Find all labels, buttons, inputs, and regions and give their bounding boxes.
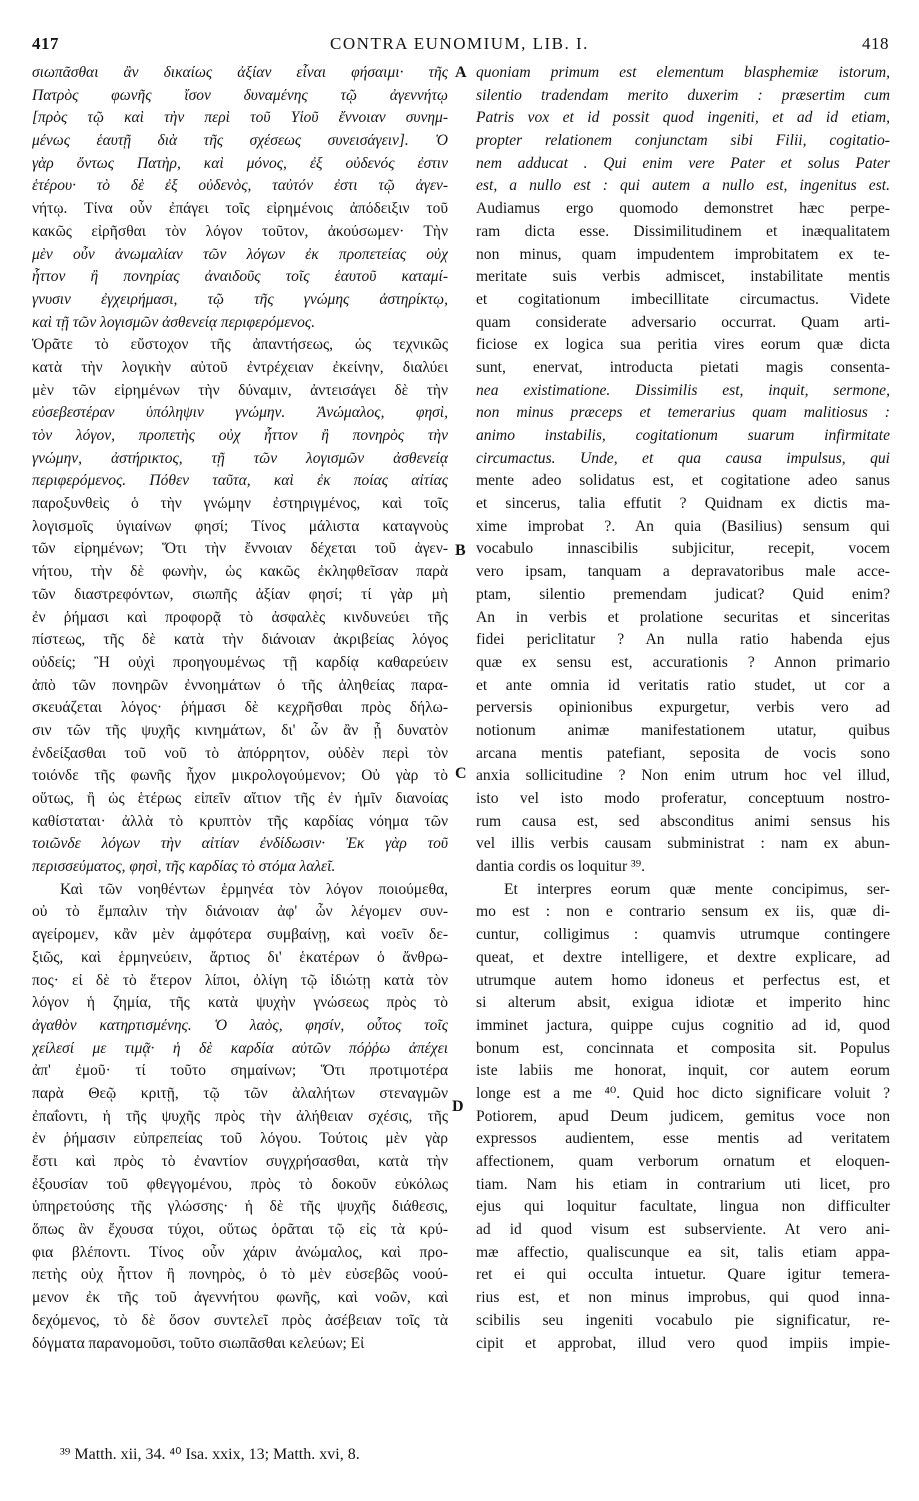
greek-column xyxy=(32,62,448,1355)
latin-text-line: isto vel isto modo proferatur, conceptuum nostro- xyxy=(476,790,890,807)
latin-text-line: queat, et dextre intelligere, et dextre explicare, ad xyxy=(476,948,890,966)
greek-text-line: νήτῳ. Τίνα οὖν ἐπάγει τοῖς εἰρημένοις ἀπόδειξιν τοῦ xyxy=(32,200,448,218)
latin-text-line: longe est a me ⁴⁰. Quid hoc dicto significare voluit ? xyxy=(476,1084,890,1102)
section-marker-a: A xyxy=(455,64,467,81)
latin-text-line: silentio tradendam merito duxerim : præsertim cum xyxy=(476,86,890,104)
latin-text-line: circumactus. Unde, et qua causa impulsus, qui xyxy=(476,449,890,467)
greek-text-line: πίστεως, τῆς δὲ κατὰ τὴν διάνοιαν ἀκριβείας λόγος xyxy=(32,631,448,649)
latin-text-line: expressos audientem, esse mentis ad veritatem xyxy=(476,1130,890,1148)
latin-text-line: meritate suis verbis admiscet, instabilitate mentis xyxy=(476,268,890,286)
greek-text-line: γνυσιν ἐγχειρήμασι, τῷ τῆς γνώμης ἀστηρίκτῳ, xyxy=(32,290,448,308)
latin-text-line: rius est, et non minus improbus, qui quod inna- xyxy=(476,1289,890,1307)
latin-text-line: ad id quod visum est subserviente. At vero ani- xyxy=(476,1221,890,1239)
greek-text-line: τῶν εἰρημένων; Ὅτι τὴν ἔννοιαν δέχεται τοῦ ἀγεν- xyxy=(32,540,448,558)
greek-text-line: σκευάζεται λόγος· ῥήμασι δὲ κεχρῆσθαι πρὸς δήλω- xyxy=(32,699,448,717)
greek-text-line: τοιῶνδε λόγων τὴν αἰτίαν ἐνδίδωσιν· Ἐκ γὰρ τοῦ xyxy=(32,835,448,853)
latin-text-line: ret ei qui occulta intuetur. Quare igitur temera- xyxy=(476,1266,890,1284)
greek-text-line: μένως ἑαυτῇ διὰ τῆς σχέσεως συνεισάγειν]. Ὁ xyxy=(32,132,448,150)
greek-text-line: ἐξουσίαν τοῦ φθεγγομένου, πρὸς τὸ δοκοῦν εὐκόλως xyxy=(32,1175,448,1193)
latin-text-line: fidei periclitatur ? An nulla ratio habenda ejus xyxy=(476,631,890,649)
latin-text-line: notionum animæ manifestationem utatur, quibus xyxy=(476,721,890,739)
latin-text-line: et sincerus, talia effutit ? Quidnam ex dictis ma- xyxy=(476,495,890,513)
greek-text-line: ἀγαθὸν κατηρτισμένης. Ὁ λαὸς, φησίν, οὗτος τοῖς xyxy=(32,1016,448,1034)
latin-text-line: quoniam primum est elementum blasphemiæ istorum, xyxy=(476,64,890,81)
section-marker-b: B xyxy=(455,542,466,559)
latin-text-line: vero ipsam, tanquam a depravatoribus male acce- xyxy=(476,563,890,581)
greek-text-line: σιωπᾶσθαι ἂν δικαίως ἀξίαν εἶναι φήσαιμι· τῆς xyxy=(32,64,448,81)
latin-text-line: non minus præceps et temerarius quam malitiosus : xyxy=(476,404,890,422)
greek-text-line: οὕτως, ἢ ὡς ἑτέρως εἰπεῖν αἴτιον τῆς ἐν ἡμῖν διανοίας xyxy=(32,790,448,807)
greek-text-line: τῶν διαστρεφόντων, σιωπῆς ἀξίαν φησί; τί γὰρ μὴ xyxy=(32,585,448,603)
greek-text-line: νήτου, τὴν δὲ φωνὴν, ὡς κακῶς ἐκληφθεῖσαν παρὰ xyxy=(32,563,448,581)
greek-text-line: κακῶς εἰρῆσθαι τὸν λόγον τοῦτον, ἀκούσωμεν· Τὴν xyxy=(32,222,448,240)
latin-text-line: bonum est, concinnata et composita sit. Populus xyxy=(476,1039,890,1057)
latin-text-line: Audiamus ergo quomodo demonstret hæc perpe- xyxy=(476,200,890,218)
greek-text-line: πος· εἰ δὲ τὸ ἕτερον λίποι, ὀλίγη τῷ ἰδιώτῃ κατὰ τὸν xyxy=(32,971,448,989)
greek-text-line: δεχόμενος, τὸ δὲ ὅσον συντελεῖ πρὸς ἀσέβειαν τοῖς τὰ xyxy=(32,1311,448,1329)
section-marker-d: D xyxy=(452,1098,464,1115)
greek-text-line: [πρὸς τῷ καὶ τὴν περὶ τοῦ Υἱοῦ ἔννοιαν συνημ- xyxy=(32,109,448,127)
latin-text-line: quam considerate adversario occurrat. Quam arti- xyxy=(476,313,890,331)
greek-text-line: Πατρὸς φωνῆς ἴσον δυναμένης τῷ ἀγεννήτῳ xyxy=(32,86,448,104)
greek-text-line: χείλεσί με τιμᾷ· ἡ δὲ καρδία αὐτῶν πόῤῥω ἀπέχει xyxy=(32,1039,448,1057)
latin-text-line: An in verbis et prolatione securitas et sinceritas xyxy=(476,608,890,626)
greek-text-line: ὅπως ἂν ἔχουσα τύχοι, οὕτως ὁρᾶται τῷ εἰς τὰ κρύ- xyxy=(32,1221,448,1239)
greek-text-line: πετὴς οὐχ ἧττον ἢ πονηρὸς, ὁ τὸ μὲν εὐσεβῶς νοού- xyxy=(32,1266,448,1284)
greek-text-line: μὲν οὖν ἀνωμαλίαν τῶν λόγων ἐκ προπετείας οὐχ xyxy=(32,245,448,263)
footnotes: ³⁹ Matth. xii, 34. ⁴⁰ Isa. xxix, 13; Matth. xvi, 8. xyxy=(60,1446,360,1463)
greek-text-line: περιφερόμενος. Πόθεν ταῦτα, καὶ ἐκ ποίας αἰτίας xyxy=(32,472,448,490)
latin-text-line: Patris vox et id possit quod ingeniti, et ad id etiam, xyxy=(476,109,890,127)
greek-text-line: ξιῶς, καὶ ἑρμηνεύειν, ἄρτιος δι' ἑκατέρων ὁ ἄνθρω- xyxy=(32,948,448,966)
greek-text-line: ἐν ῥήμασιν εὐπρεπείας τοῦ λόγου. Τούτοις μὲν γὰρ xyxy=(32,1130,448,1148)
latin-text-line: est, a nullo est : qui autem a nullo est, ingenitus est. xyxy=(476,177,890,195)
latin-text-line: sunt, enervat, introducta pietati magis consenta- xyxy=(476,358,890,376)
latin-text-line: Et interpres eorum quæ mente concipimus, ser- xyxy=(504,880,890,898)
page-number-left: 417 xyxy=(32,34,59,53)
latin-text-line: vel illis verbis causam subministrat : nam ex abun- xyxy=(476,835,890,853)
greek-text-line: ἀπ' ἐμοῦ· τί τοῦτο σημαίνων; Ὅτι προτιμοτέρα xyxy=(32,1062,448,1080)
latin-text-line: affectionem, quam verborum ornatum et eloquen- xyxy=(476,1153,890,1170)
greek-text-line: ἐπαΐοντι, ἡ τῆς ψυχῆς πρὸς τὴν ἀλήθειαν σχέσις, τῆς xyxy=(32,1107,448,1125)
greek-text-line: αγείρομεν, κἂν μὲν ἀμφότερα συμβαίνῃ, καὶ νοεῖν δε- xyxy=(32,926,448,944)
latin-column xyxy=(476,62,890,1355)
latin-text-line: iste labiis me honorat, inquit, cor autem eorum xyxy=(476,1062,890,1080)
latin-text-line: mente adeo solidatus est, et cogitatione adeo sanus xyxy=(476,472,890,490)
latin-text-line: si alterum absit, exigua idiotæ et imperito hinc xyxy=(476,994,890,1012)
greek-text-line: σιν τῶν τῆς ψυχῆς κινημάτων, δι' ὧν ἂν ᾖ δυνατὸν xyxy=(32,721,448,739)
latin-text-line: et ante omnia id veritatis ratio studet, ut cor a xyxy=(476,676,890,694)
greek-text-line: κατὰ τὴν λογικὴν αὐτοῦ ἐντρέχειαν ἐκείνην, διαλύει xyxy=(32,358,448,376)
greek-text-line: μὲν τῶν εἰρημένων τὴν δύναμιν, ἀντεισάγει δὲ τὴν xyxy=(32,381,448,399)
latin-text-line: nea existimatione. Dissimilis est, inquit, sermone, xyxy=(476,381,890,399)
latin-text-line: animo instabilis, cogitationum suarum infirmitate xyxy=(476,427,890,444)
latin-text-line: nem adducat . Qui enim vere Pater et solus Pater xyxy=(476,154,890,172)
running-title: CONTRA EUNOMIUM, LIB. I. xyxy=(330,34,589,53)
latin-text-line: perversis opinionibus expurgetur, verbis vero ad xyxy=(476,699,890,717)
latin-text-line: arcana mentis patefiant, seposita de vocis sono xyxy=(476,744,890,762)
latin-text-line: ejus qui loquitur facultate, lingua non difficulter xyxy=(476,1198,890,1216)
greek-text-line: μενον ἐκ τῆς τοῦ ἀγεννήτου φωνῆς, καὶ νοῶν, καὶ xyxy=(32,1289,448,1307)
greek-text-line: παροξυνθεὶς ὁ τὴν γνώμην ἐστηριγμένος, καὶ τοῖς xyxy=(32,495,448,513)
latin-text-line: ficiose ex logica sua peritia vires eorum quæ dicta xyxy=(476,336,890,354)
greek-text-line: ὑπηρετούσης τῆς γλώσσης· ἡ δὲ τῆς ψυχῆς διάθεσις, xyxy=(32,1198,448,1216)
greek-text-line: ἀπὸ τῶν πονηρῶν ἐννοημάτων ὁ τῆς ἀληθείας παρα- xyxy=(32,676,448,694)
greek-text-line: ἑτέρου· τὸ δὲ ἐξ οὐδενὸς, ταὐτόν ἐστι τῷ ἀγεν- xyxy=(32,177,448,195)
latin-text-line: tiam. Nam his etiam in contrarium uti licet, pro xyxy=(476,1175,890,1193)
greek-text-line: ἔστι καὶ πρὸς τὸ ἐναντίον συγχρήσασθαι, κατὰ τὴν xyxy=(32,1153,448,1170)
greek-text-line: ἐν ῥήμασι καὶ προφορᾷ τὸ ἀσφαλὲς κινδυνεύει τῆς xyxy=(32,608,448,626)
greek-text-line: εὐσεβεστέραν ὑπόληψιν γνώμην. Ἀνώμαλος, φησὶ, xyxy=(32,404,448,422)
greek-text-line: λογισμοῖς ὑγιαίνων φησί; Τίνος μάλιστα καταγνοὺς xyxy=(32,517,448,535)
greek-text-line: γνώμην, ἀστήρικτος, τῇ τῶν λογισμῶν ἀσθενείᾳ xyxy=(32,449,448,467)
greek-text-line: τοιόνδε τῆς φωνῆς ἦχον μικρολογούμενον; Οὐ γὰρ τὸ xyxy=(32,767,448,785)
greek-text-line: ἧττον ἢ πονηρίας ἀναιδοῦς τοῖς ἑαυτοῦ καταμί- xyxy=(32,268,448,286)
greek-text-line: ἐνδείξασθαι τοῦ νοῦ τὸ ἀπόρρητον, οὐδὲν περὶ τὸν xyxy=(32,744,448,762)
greek-text-line: περισσεύματος, φησὶ, τῆς καρδίας τὸ στόμα λαλεῖ. xyxy=(32,858,336,876)
greek-text-line: οὐ τὸ ἔμπαλιν τὴν διάνοιαν ἀφ' ὧν λέγομεν συν- xyxy=(32,903,448,921)
latin-text-line: quæ ex sensu est, accurationis ? Annon primario xyxy=(476,653,890,671)
greek-text-line: καὶ τῇ τῶν λογισμῶν ἀσθενείᾳ περιφερόμενος. xyxy=(32,313,316,331)
latin-text-line: ram dicta esse. Dissimilitudinem et inæqualitatem xyxy=(476,222,890,240)
latin-text-line: non minus, quam impudentem improbitatem ex te- xyxy=(476,245,890,263)
latin-text-line: xime improbat ?. An quia (Basilius) sensum qui xyxy=(476,517,890,535)
greek-text-line: τὸν λόγον, προπετὴς οὐχ ἧττον ἢ πονηρὸς τὴν xyxy=(32,427,448,444)
greek-text-line: παρὰ Θεῷ κριτῇ, τῷ τῶν ἀλαλήτων στεναγμῶν xyxy=(32,1084,448,1102)
greek-text-line: καθίσταται· ἀλλὰ τὸ κρυπτὸν τῆς καρδίας νόημα τῶν xyxy=(32,812,448,830)
latin-text-line: mæ affectio, qualiscunque ea sit, talis etiam appa- xyxy=(476,1243,890,1261)
latin-text-line: propter relationem conjunctam sibi Filii, cogitatio- xyxy=(476,132,890,150)
latin-text-line: anxia sollicitudine ? Non enim utrum hoc vel illud, xyxy=(476,767,890,785)
latin-text-line: cuntur, colligimus : quamvis utrumque contingere xyxy=(476,926,890,944)
latin-text-line: cipit et approbat, illud vero quod impiis impie- xyxy=(476,1334,890,1352)
latin-text-line: scibilis seu ingeniti vocabulo pie significatur, re- xyxy=(476,1311,890,1329)
greek-text-line: Ὁρᾶτε τὸ εὔστοχον τῆς ἀπαντήσεως, ὡς τεχνικῶς xyxy=(32,336,448,354)
latin-text-line: dantia cordis os loquitur ³⁹. xyxy=(476,858,646,876)
greek-text-line: Καὶ τῶν νοηθέντων ἑρμηνέα τὸν λόγον ποιούμεθα, xyxy=(60,880,448,898)
greek-text-line: λόγον ἡ ζημία, τῆς κατὰ ψυχὴν γνώσεως πρὸς τὸ xyxy=(32,994,448,1012)
greek-text-line: γὰρ ὄντως Πατὴρ, καὶ μόνος, ἐξ οὐδενός ἐστιν xyxy=(32,154,448,172)
greek-text-line: φια βλέποντι. Τίνος οὖν χάριν ἀνώμαλος, καὶ προ- xyxy=(32,1243,448,1261)
latin-text-line: vocabulo innascibilis subjicitur, recepit, vocem xyxy=(476,540,890,558)
greek-text-line: δόγματα παρανομοῦσι, τοῦτο σιωπᾶσθαι κελεύων; Εἰ xyxy=(32,1334,365,1352)
latin-text-line: mo est : non e contrario sensum ex iis, quæ di- xyxy=(476,903,890,921)
latin-text-line: Potiorem, apud Deum judicem, gemitus voce non xyxy=(476,1107,890,1125)
latin-text-line: et cogitationum imbecillitate circumactus. Videte xyxy=(476,290,890,308)
greek-text-line: οὐδείς; Ἢ οὐχὶ προηγουμένως τῇ καρδίᾳ καθαρεύειν xyxy=(32,653,448,671)
latin-text-line: utrumque autem homo idoneus et perfectus est, et xyxy=(476,971,890,989)
latin-text-line: imminet jactura, quippe cujus cognitio ad id, quod xyxy=(476,1016,890,1034)
latin-text-line: ptam, silentio premendam judicat? Quid enim? xyxy=(476,585,890,603)
page-number-right: 418 xyxy=(862,34,889,53)
latin-text-line: rum causa est, sed absconditus animi sensus his xyxy=(476,812,890,830)
section-marker-c: C xyxy=(455,765,467,782)
